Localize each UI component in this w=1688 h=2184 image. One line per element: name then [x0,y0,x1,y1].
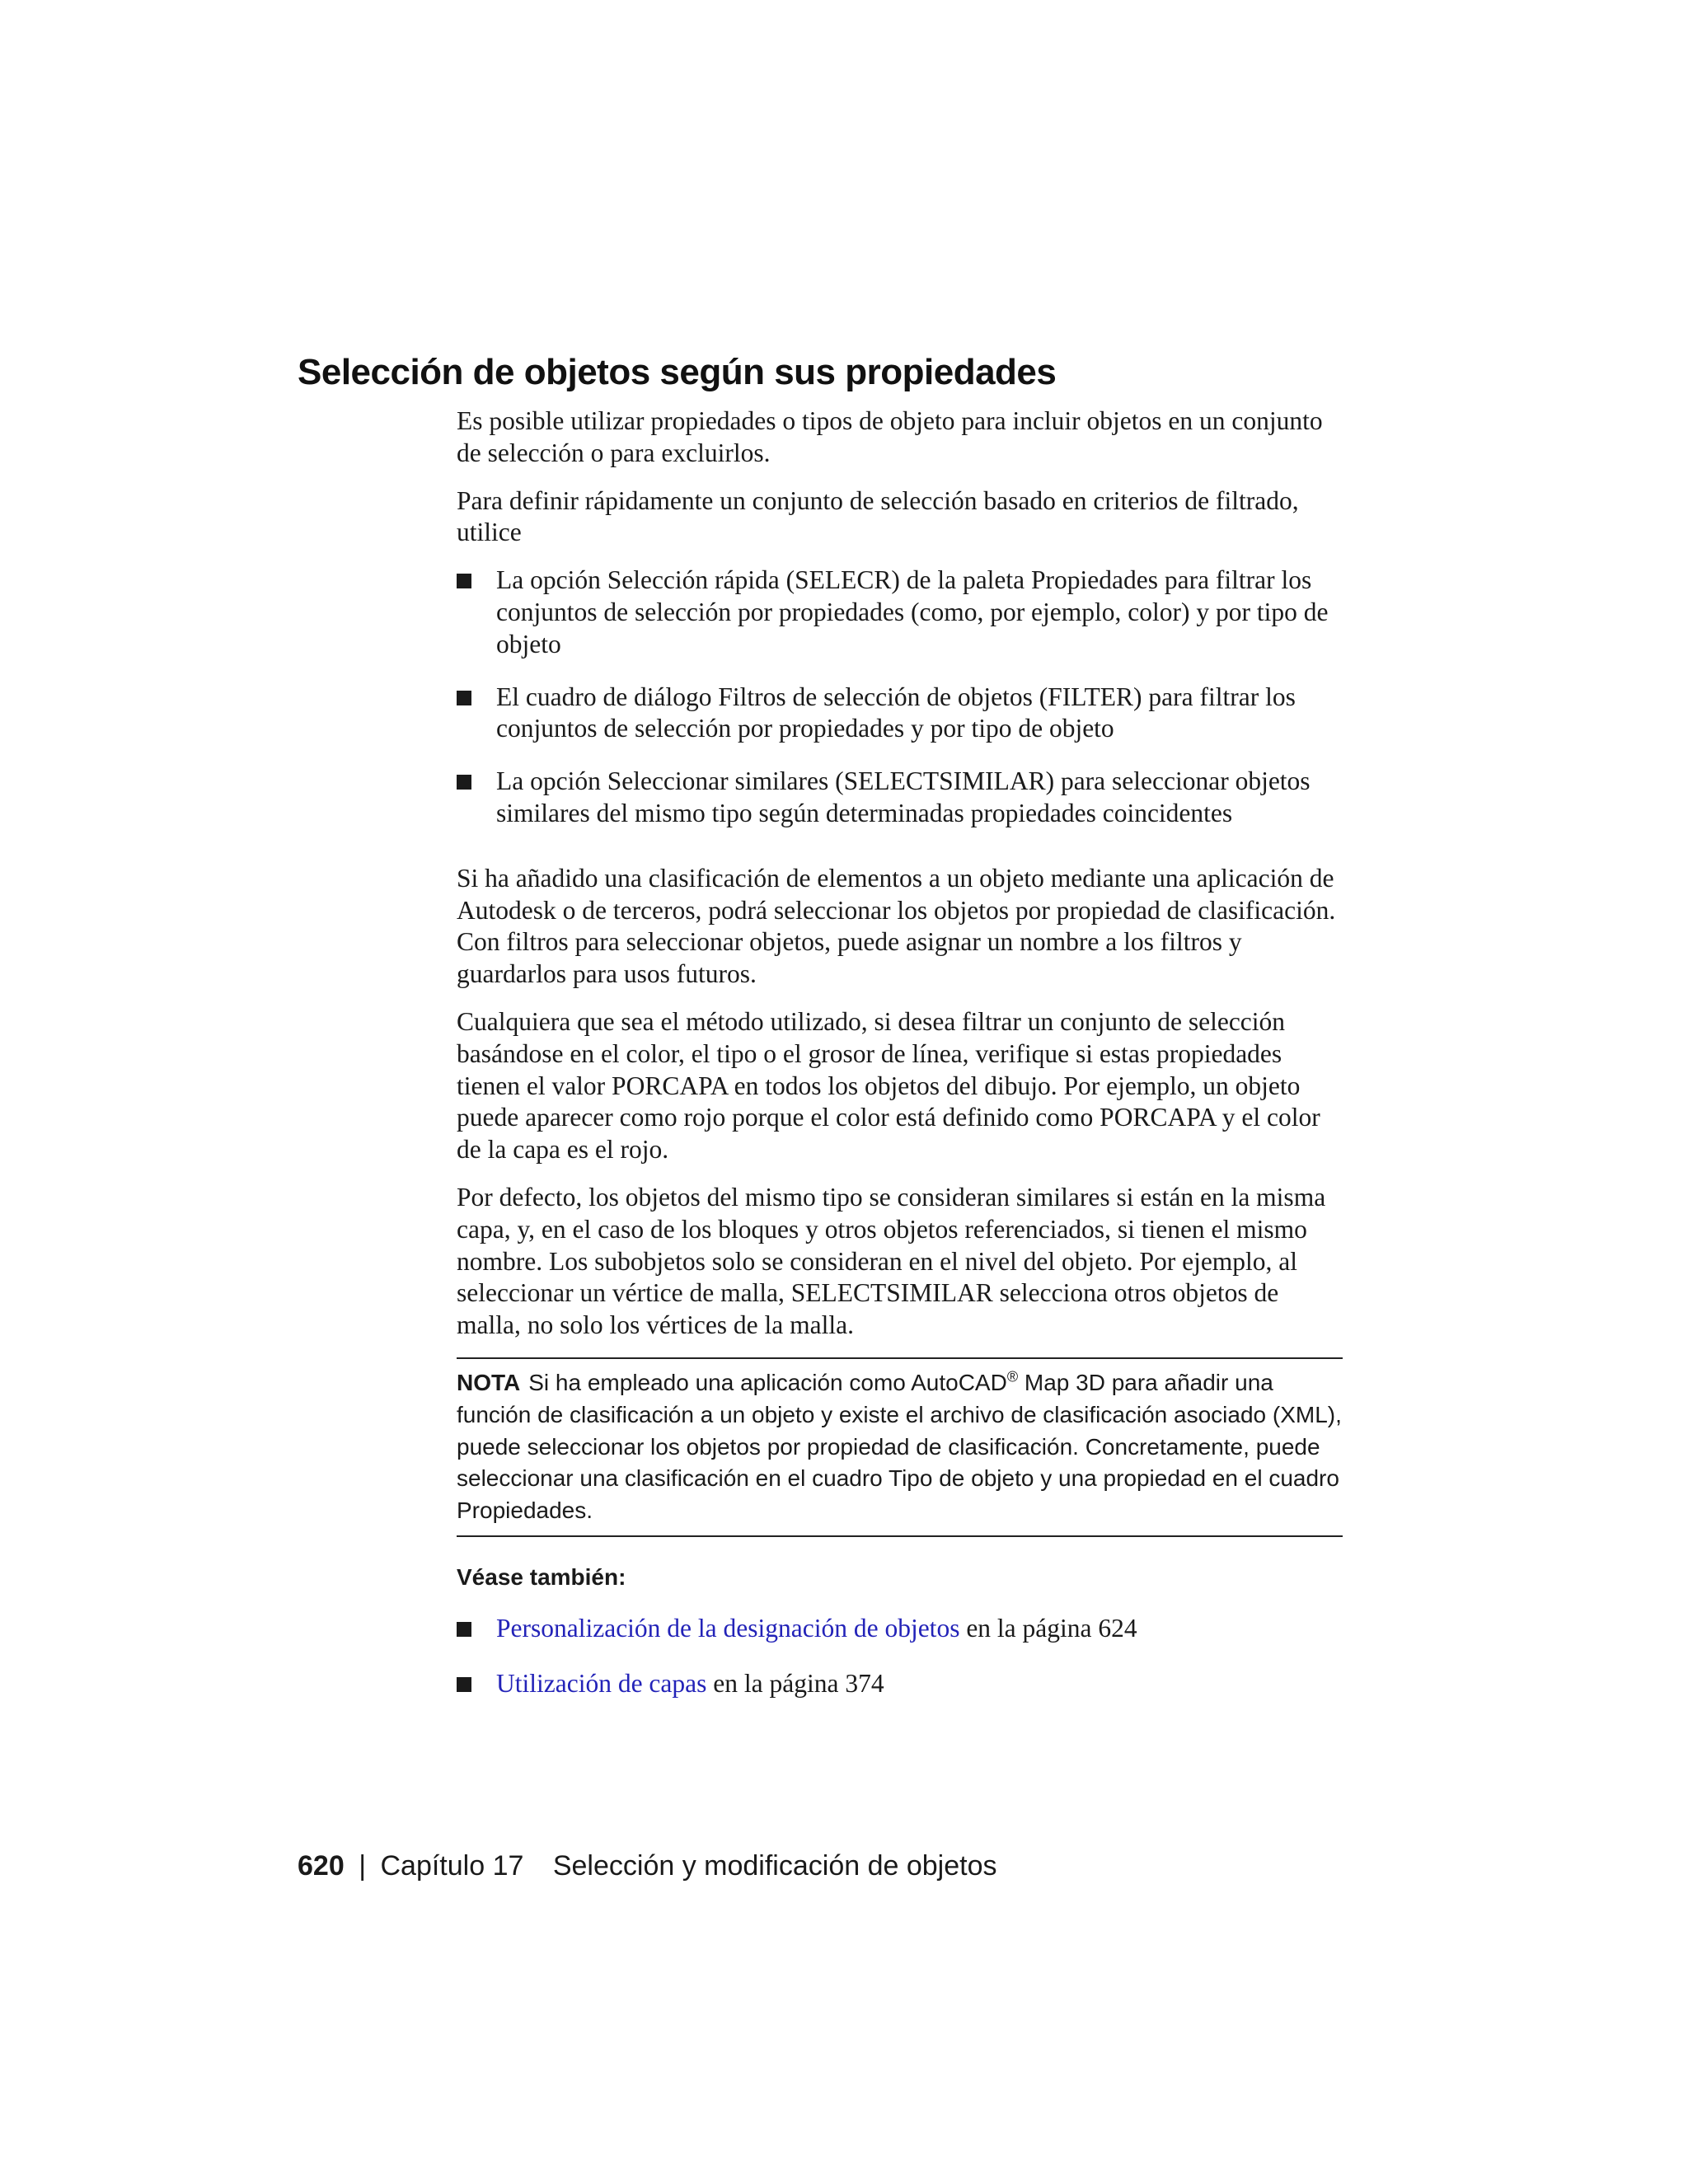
footer-separator: | [359,1850,367,1882]
method-list [457,565,1343,830]
bullet-square-icon [457,1622,471,1637]
page-number: 620 [298,1850,345,1882]
body-paragraph: Cualquiera que sea el método utilizado, si desea filtrar un conjunto de selección basándose en el color, el tipo o el grosor de línea, verifique si estas propiedades tienen el valor PORCAPA en todos los objetos del dibujo. Por ejemplo, un objeto puede aparecer como rojo porque el color está definido como PORCAPA y el color de la capa es el rojo. [457,1006,1320,1165]
list-item-text: La opción Seleccionar similares (SELECTSIMILAR) para seleccionar objetos similares del mismo tipo según determinadas propiedades coincidentes [496,766,1311,827]
intro-paragraph: Para definir rápidamente un conjunto de selección basado en criterios de filtrado, utilice [457,485,1299,547]
page-heading: Selección de objetos según sus propiedades [298,352,1057,392]
list-item [457,766,1343,830]
page-reference: en la página 374 [706,1668,884,1698]
note-text: Si ha empleado una aplicación como AutoCAD [528,1369,1007,1395]
see-also-list [457,1613,1343,1700]
intro-paragraph: Es posible utilizar propiedades o tipos de objeto para incluir objetos en un conjunto de selección o para excluirlos. [457,406,1323,467]
see-also-item [457,1668,1343,1700]
body-paragraph: Si ha añadido una clasificación de elementos a un objeto mediante una aplicación de Autodesk o de terceros, podrá seleccionar los objetos por propiedad de clasificación. Con filtros para seleccionar objetos, puede asignar un nombre a los filtros y guardarlos para usos futuros. [457,863,1336,989]
page-footer [298,1849,996,1882]
bullet-square-icon [457,691,471,705]
list-item [457,565,1343,660]
see-also-link[interactable]: Utilización de capas [496,1668,707,1698]
note-box [457,1357,1343,1537]
bullet-square-icon [457,1677,471,1692]
page-reference: en la página 624 [959,1613,1137,1643]
note-text-continued: Map 3D para añadir una función de clasificación a un objeto y existe el archivo de clasificación asociado (XML), puede seleccionar los objetos por propiedad de clasificación. Concretamente, puede seleccionar una clasificación en el cuadro Tipo de objeto y una propiedad en el cuadro Propiedades. [457,1369,1342,1524]
list-item-text: La opción Selección rápida (SELECR) de la paleta Propiedades para filtrar los conjuntos de selección por propiedades (como, por ejemplo, color) y por tipo de objeto [496,565,1329,658]
body-paragraph: Por defecto, los objetos del mismo tipo se consideran similares si están en la misma capa, y, en el caso de los bloques y otros objetos referenciados, si tienen el mismo nombre. Los subobjetos solo se consideran en el nivel del objeto. Por ejemplo, al seleccionar un vértice de malla, SELECTSIMILAR selecciona otros objetos de malla, no solo los vértices de la malla. [457,1182,1326,1340]
chapter-title: Selección y modificación de objetos [552,1850,997,1882]
see-also-link[interactable]: Personalización de la designación de objetos [496,1613,960,1643]
list-item-text: El cuadro de diálogo Filtros de selección de objetos (FILTER) para filtrar los conjuntos de selección por propiedades y por tipo de objeto [496,682,1296,743]
chapter-label: Capítulo 17 [380,1850,524,1882]
body-content [457,405,1343,1723]
note-label: NOTA [457,1369,521,1395]
bullet-square-icon [457,775,471,790]
bullet-square-icon [457,574,471,588]
registered-mark: ® [1006,1368,1019,1385]
see-also-item [457,1613,1343,1645]
list-item [457,682,1343,746]
see-also-title: Véase también: [457,1563,626,1590]
